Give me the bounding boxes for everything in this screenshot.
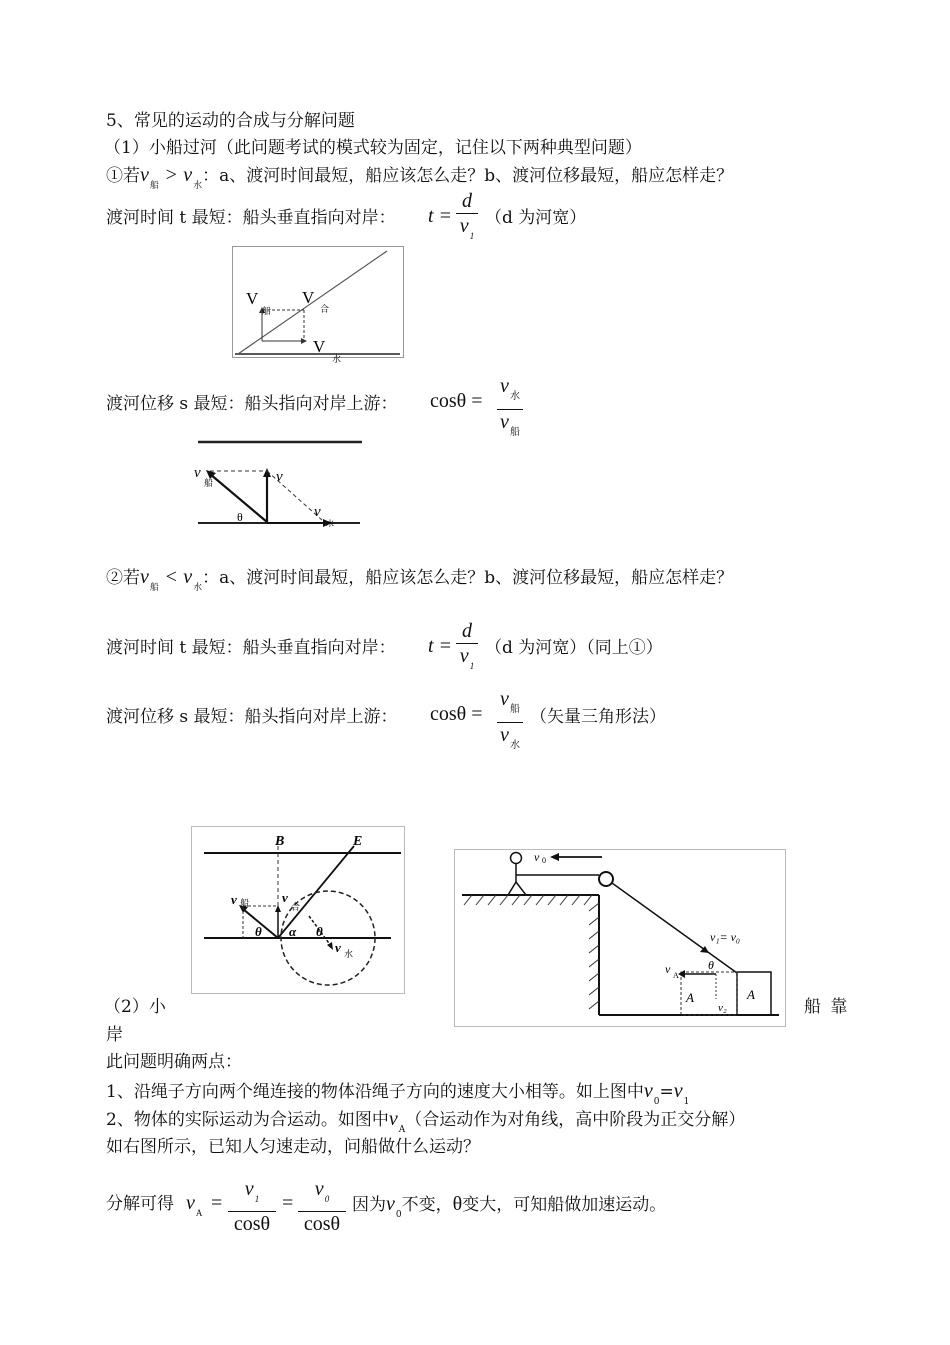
p5-f1-bar [228,1211,276,1212]
frac1-num-sub: 水 [509,391,520,402]
p5-f1-num-sub: 1 [254,1194,260,1204]
fig4-vA-head [678,970,685,978]
fig1-label-vwater: V [313,337,326,356]
p5-theta: θ [452,1193,463,1215]
part2-left: （2）小 [104,997,166,1017]
p2-v1: v [673,1080,683,1102]
case2-question: ：a、渡河时间最短，船应该怎么走？b、渡河位移最短，船应怎样走？ [202,568,734,588]
p5-f2-num [298,1178,346,1210]
frac2-den-sub: 1 [469,661,475,671]
lt-sign: < [164,566,178,588]
case1-line [106,164,733,197]
p5-f1-den: cosθ [233,1213,271,1235]
frac1-den [497,411,523,444]
fig2-label-vboat: v [194,465,201,481]
fig3-sub-boat: 船 [240,898,250,908]
case1-question: ：a、渡河时间最短，船应该怎么走？b、渡河位移最短，船应怎样走？ [202,166,734,186]
fig3-sub-sum: 合 [291,902,301,912]
fig4-sub-vA: A [673,971,679,980]
fig2-sub-boat: 船 [204,478,214,488]
frac1-den-v: v [500,411,509,433]
frac3-den-v: v [500,724,509,746]
p3-sub: A [398,1125,406,1135]
frac1-bar [497,409,523,410]
frac2-bar [456,643,478,644]
fig4-label-A2: A [747,987,755,1002]
p5-f1-num [228,1178,276,1210]
figure-boat-velocity-2 [190,438,365,530]
cos-fraction-2 [497,688,523,757]
fig4-person-leg1 [508,882,516,895]
fig4-label-v1eq: v₁= v₀ [710,930,741,944]
fig3-label-alpha: α [289,924,297,939]
frac-num-d: d [462,190,472,212]
fig3-label-theta1: θ [255,924,262,939]
fig4-sub-v0: 0 [542,856,546,865]
frac1-num-v: v [500,375,509,397]
frac2-num-d: d [462,620,472,642]
den-v: v [459,215,469,237]
fig2-label-v: v [276,469,283,485]
time-min2-text: 渡河时间 t 最短：船头垂直指向对岸： [106,638,396,658]
fig3-label-vboat: v [231,892,237,907]
time-min2-note: （d 为河宽）（同上①） [485,638,663,658]
part1-heading: （1）小船过河（此问题考试的模式较为固定，记住以下两种典型问题） [104,138,642,158]
p2-eq: = [659,1082,674,1102]
time-min-text: 渡河时间 t 最短：船头垂直指向对岸： [106,208,396,228]
fig4-label-vA: v [665,962,671,976]
fig4-label-v2: v₂ [718,1002,727,1014]
frac3-den-sub: 水 [509,740,520,751]
fig3-label-vsum: v [282,890,288,905]
fig2-label-theta: θ [237,510,243,524]
p5-fraction-2 [298,1178,346,1235]
p2-sub1: 1 [683,1097,690,1107]
frac-den [456,215,478,247]
fig3-label-theta2: θ [316,924,323,939]
cos-eq-1: cosθ = [430,390,483,412]
p2-sub0: 0 [653,1097,660,1107]
p5-f1-num-v: v [244,1178,254,1200]
fig4-rope-diagonal [612,883,737,973]
disp-min2-note: （矢量三角形法） [530,707,666,727]
fig4-label-theta: θ [708,958,714,972]
fig4-cliff-hatch [589,903,599,1009]
part2-p4: 如右图所示，已知人匀速走动，问船做什么运动？ [106,1137,480,1157]
v-boat-symbol: v [140,164,149,186]
frac-bar [456,213,478,214]
figure-vector-triangle [191,826,405,994]
fig1-sub-water: 水 [332,354,342,364]
part2-right: 船 靠 [804,997,850,1017]
frac3-num-v: v [500,688,509,710]
fig4-top-hatch [464,895,592,905]
p5-text-b: 因为 [352,1195,386,1215]
case2-line [106,566,733,599]
fig3-sub-water: 水 [344,949,354,959]
p5-sub: A [195,1208,203,1218]
fig4-label-v0: v [534,850,540,864]
fig2-sub-water: 水 [326,519,334,528]
fig2-v-head [263,468,271,477]
frac3-den [497,724,523,757]
p5-eq1: = [211,1192,223,1214]
p3-v: v [388,1108,398,1130]
part2-p5-rest [352,1193,666,1226]
fig4-v0-head [550,853,559,861]
frac3-bar [497,722,523,723]
p5-text-d: 变大，可知船做加速运动。 [462,1195,667,1215]
p5-text-c: 不变， [401,1195,453,1215]
disp-min-text: 渡河位移 s 最短：船头指向对岸上游： [106,394,398,414]
fig3-vwater-head [327,942,333,950]
fig4-person-head [511,853,522,864]
p5-vA [186,1192,202,1218]
p5-v: v [186,1192,195,1214]
fig2-label-vwater: v [314,504,321,520]
part2-cont: 岸 [106,1025,123,1045]
v-water-symbol-2: v [183,566,193,588]
p5-eq2: = [282,1192,294,1214]
den-sub: 1 [469,231,475,241]
fig4-label-A1: A [686,990,694,1005]
p5-f2-bar [298,1211,346,1212]
time-min-note: （d 为河宽） [485,208,587,228]
frac3-num [497,688,523,721]
sub-water: 水 [193,181,203,191]
p3-text-b: （合运动作为对角线，高中阶段为正交分解） [405,1110,746,1130]
frac1-num [497,375,523,408]
fig3-label-vwater: v [335,940,341,955]
part2-p5a: 分解可得 [106,1194,174,1214]
figure-boat-velocity-1 [232,246,404,364]
cos-eq-2: cosθ = [430,703,483,725]
sub-boat: 船 [149,181,159,191]
case2-prefix: ②若 [106,568,140,588]
p3-text-a: 2、物体的实际运动为合运动。如图中 [106,1110,389,1130]
t-eq: t = [428,205,453,227]
p5-f2-num-v: v [314,1178,324,1200]
frac1-den-sub: 船 [509,427,520,438]
fig1-sub-boat: 船 [262,306,272,316]
frac2-den [456,645,478,677]
t-fraction-2 [456,620,478,677]
fig4-pulley [599,872,613,886]
figure-rope-boat [454,849,786,1027]
p5-v0: v [386,1193,395,1215]
frac2-den-v: v [459,645,469,667]
sub-boat-2: 船 [149,583,159,593]
p5-fraction-1 [228,1178,276,1235]
part2-p1: 此问题明确两点： [106,1052,242,1072]
frac3-num-sub: 船 [509,704,520,715]
p2-v0: v [643,1080,653,1102]
p5-f2-num-sub: 0 [324,1194,330,1204]
cos-fraction-1 [497,375,523,444]
fig4-person-leg2 [516,882,526,895]
t-eq-2: t = [428,635,453,657]
p5-f2-den: cosθ [303,1213,341,1235]
fig3-label-B: B [275,834,285,849]
p5-v0-sub: 0 [395,1210,402,1220]
case1-prefix: ①若 [106,166,140,186]
section-title: 5、常见的运动的合成与分解问题 [106,111,355,131]
p2-text: 1、沿绳子方向两个绳连接的物体沿绳子方向的速度大小相等。如上图中 [106,1082,644,1102]
t-fraction [456,190,478,247]
sub-water-2: 水 [193,583,203,593]
v-water-symbol: v [183,164,193,186]
fig1-label-vboat: V [246,289,259,308]
disp-min2-text: 渡河位移 s 最短：船头指向对岸上游： [106,707,398,727]
gt-sign: > [164,164,178,186]
fig1-label-vsum: V [302,288,315,307]
fig3-label-E: E [353,834,363,849]
v-boat-symbol-2: v [140,566,149,588]
fig1-sub-sum: 合 [320,304,330,314]
